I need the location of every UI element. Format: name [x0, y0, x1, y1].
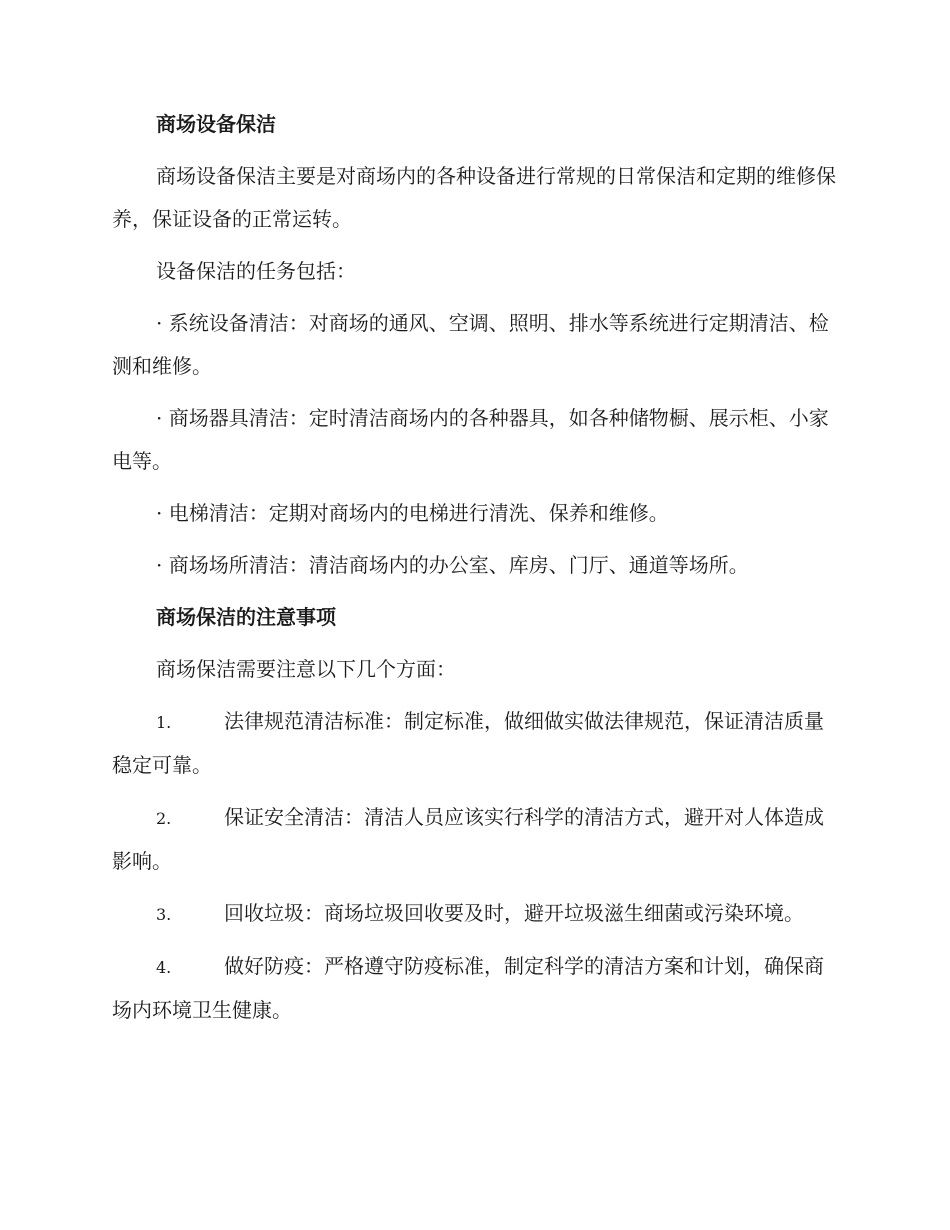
bullet-item: · 商场器具清洁：定时清洁商场内的各种器具，如各种储物橱、展示柜、小家电等。	[112, 406, 829, 473]
paragraph-equipment-intro: 商场设备保洁主要是对商场内的各种设备进行常规的日常保洁和定期的维修保养，保证设备的正常运转。	[112, 164, 836, 231]
paragraph-notes-intro: 商场保洁需要注意以下几个方面：	[156, 657, 456, 681]
section-heading-notes: 商场保洁的注意事项	[156, 605, 336, 629]
bullet-item: · 系统设备清洁：对商场的通风、空调、照明、排水等系统进行定期清洁、检测和维修。	[112, 311, 829, 378]
paragraph-tasks-lead: 设备保洁的任务包括：	[156, 259, 356, 283]
item-text: 法律规范清洁标准：制定标准，做细做实做法律规范，保证清洁质量稳定可靠。	[112, 709, 824, 777]
numbered-item	[112, 700, 836, 787]
item-number: 2.	[156, 809, 172, 828]
section-heading-equipment: 商场设备保洁	[156, 112, 276, 136]
numbered-item	[112, 892, 836, 936]
item-number: 1.	[156, 713, 172, 732]
item-text: 做好防疫：严格遵守防疫标准，制定科学的清洁方案和计划，确保商场内环境卫生健康。	[112, 954, 824, 1022]
numbered-item	[112, 796, 836, 883]
document-page	[112, 103, 836, 1032]
item-number: 3.	[156, 905, 172, 924]
item-text: 回收垃圾：商场垃圾回收要及时，避开垃圾滋生细菌或污染环境。	[224, 901, 804, 925]
item-text: 保证安全清洁：清洁人员应该实行科学的清洁方式，避开对人体造成影响。	[112, 805, 824, 873]
item-number: 4.	[156, 958, 172, 977]
numbered-item	[112, 945, 836, 1032]
bullet-item: · 电梯清洁：定期对商场内的电梯进行清洗、保养和维修。	[156, 501, 669, 525]
bullet-item: · 商场场所清洁：清洁商场内的办公室、库房、门厅、通道等场所。	[156, 553, 749, 577]
